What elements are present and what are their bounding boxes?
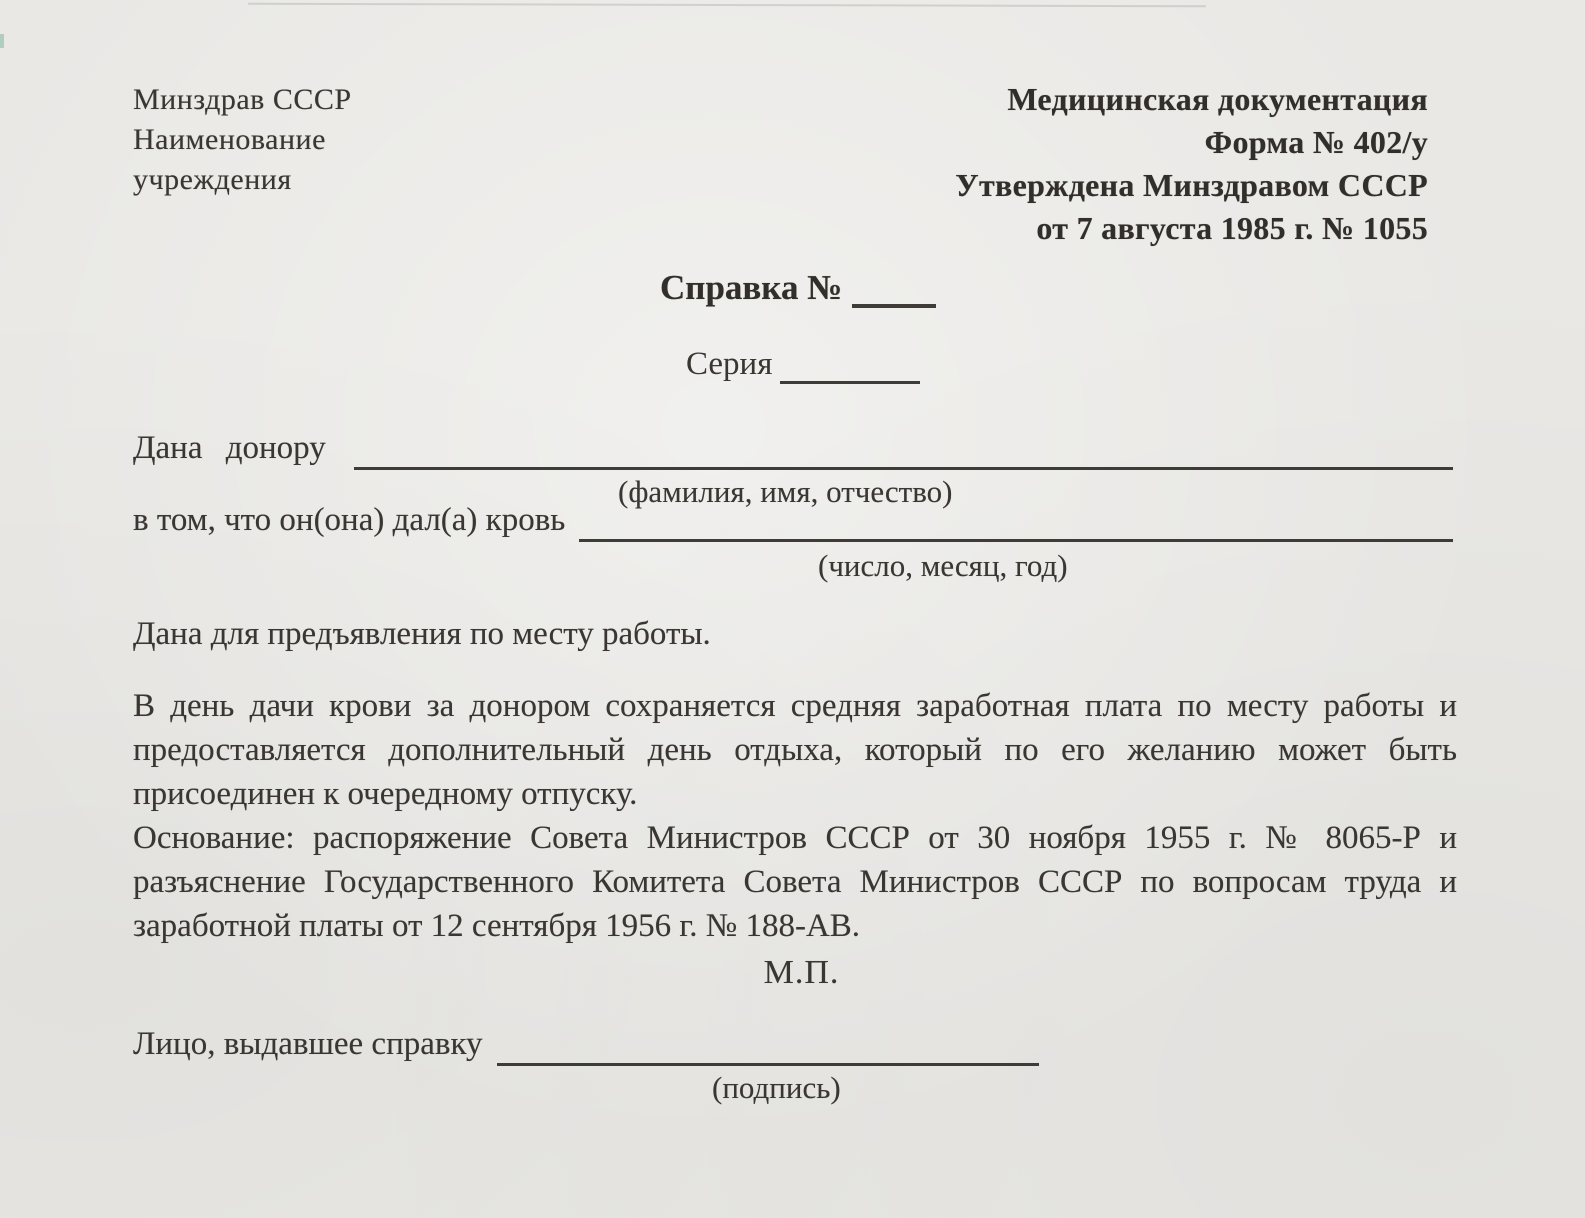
approved-by-line: Утверждена Минздравом СССР (955, 167, 1428, 203)
scan-artifact-line (248, 3, 1206, 8)
benefits-paragraph: В день дачи крови за донором сохраняется средняя заработная плата по месту работы и предоставляется дополнительный день отдыха, который по его желанию может быть присоединен к очередному отпуску. (133, 688, 1457, 812)
legal-text-block (133, 684, 1457, 948)
institution-name-label-2: учреждения (133, 163, 292, 196)
blood-donation-date-row (133, 502, 1453, 542)
donor-name-label: Дана донору (133, 430, 326, 466)
scan-artifact-speck (0, 34, 4, 48)
ministry-name: Минздрав СССР (133, 83, 352, 116)
doc-type-line: Медицинская документация (1007, 81, 1428, 117)
issuing-org-block (133, 80, 352, 200)
form-number-line: Форма № 402/у (1204, 124, 1428, 160)
issuer-row (133, 1026, 1039, 1066)
certificate-number-blank (852, 268, 936, 308)
signature-caption: (подпись) (712, 1070, 841, 1105)
donor-name-row (133, 430, 1453, 470)
approval-date-line: от 7 августа 1985 г. № 1055 (1036, 210, 1428, 246)
issuer-signature-blank (497, 1026, 1039, 1066)
certificate-title: Справка № (660, 268, 843, 307)
stamp-place-mark: М.П. (763, 954, 840, 991)
issuer-label: Лицо, выдавшее справку (133, 1026, 483, 1062)
institution-name-label-1: Наименование (133, 123, 326, 156)
legal-basis-paragraph: Основание: распоряжение Совета Министров СССР от 30 ноября 1955 г. № 8065-Р и разъяснение Государственного Комитета Совета Министров СССР по вопросам труда и заработной платы от 12 сентября 1956 г. № 188-АВ. (133, 820, 1457, 944)
series-blank (780, 346, 920, 384)
donor-name-blank (354, 430, 1453, 470)
form-approval-block (955, 78, 1428, 250)
blood-donation-date-blank (579, 502, 1453, 542)
purpose-statement: Дана для предъявления по месту работы. (133, 616, 711, 652)
certificate-title-row (660, 268, 936, 308)
blood-donation-date-caption: (число, месяц, год) (818, 548, 1068, 583)
blood-donation-label: в том, что он(она) дал(а) кровь (133, 502, 566, 538)
series-row (686, 346, 920, 384)
series-label: Серия (686, 346, 773, 382)
donor-name-caption: (фамилия, имя, отчество) (618, 474, 953, 509)
